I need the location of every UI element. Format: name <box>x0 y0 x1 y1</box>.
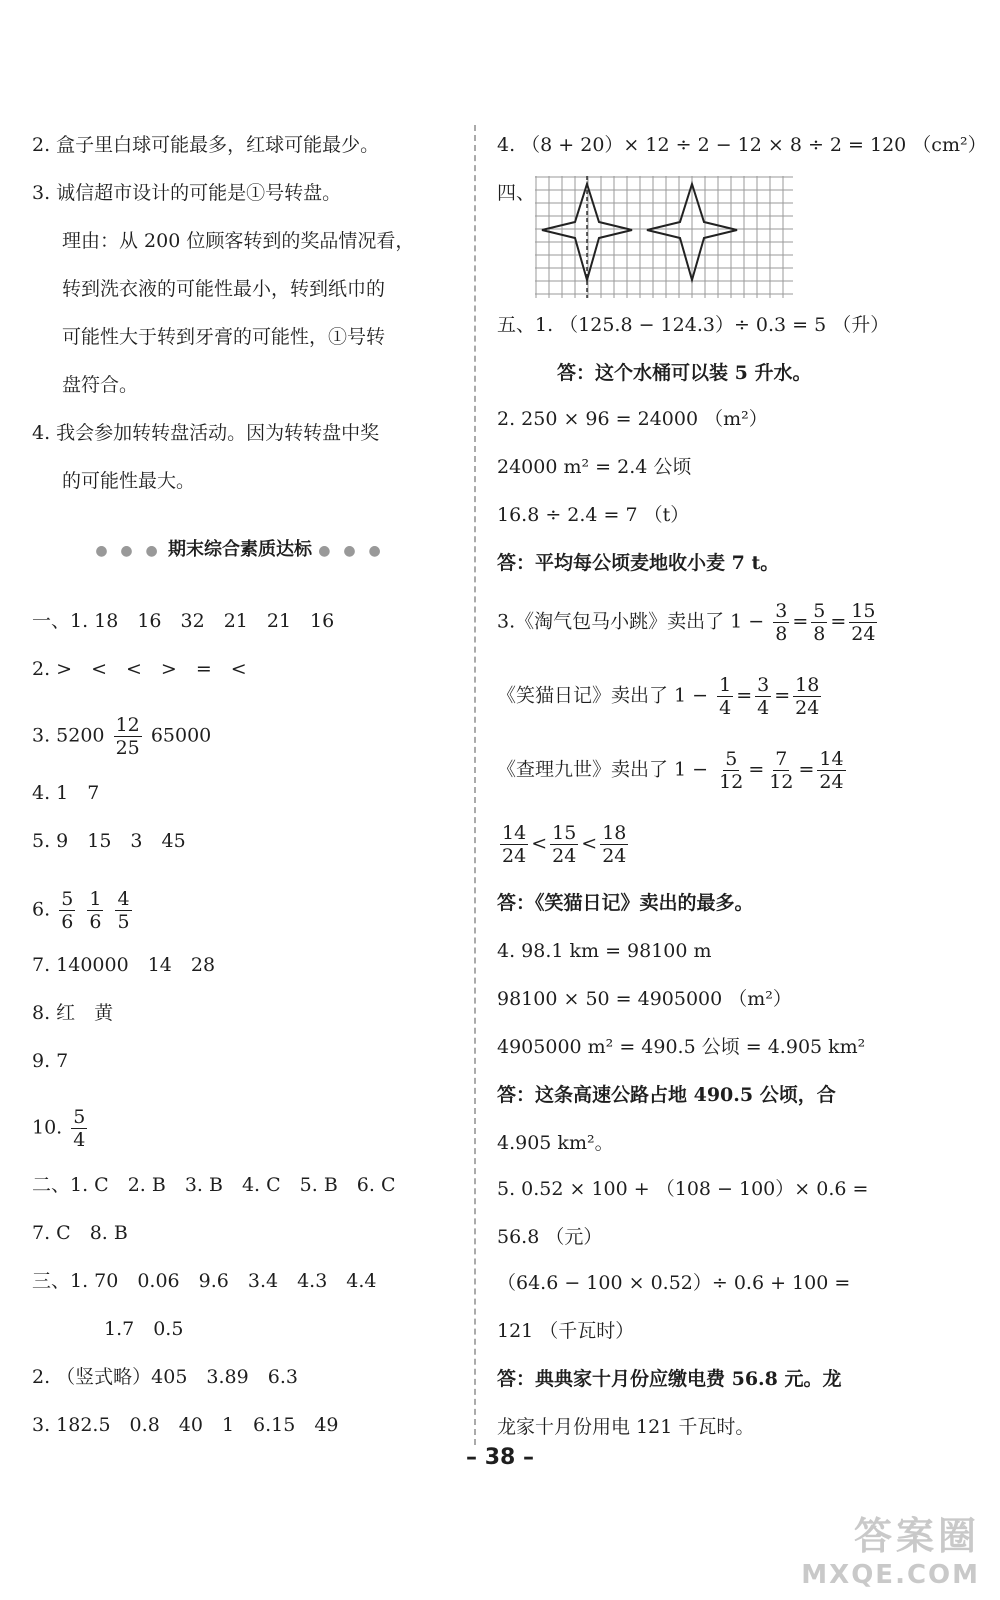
denominator: 24 <box>502 845 527 867</box>
fraction <box>87 888 103 933</box>
answer-line: 龙家十月份用电 121 千瓦时。 <box>497 1416 755 1438</box>
star-grid-svg <box>535 176 793 298</box>
fraction <box>717 748 745 793</box>
watermark-logo <box>801 1505 980 1590</box>
answer-line: 8. 红 黄 <box>32 1002 114 1024</box>
fraction <box>773 600 789 645</box>
section-heading-text: 期末综合素质达标 <box>168 539 312 560</box>
fraction <box>817 748 845 793</box>
denominator: 4 <box>757 697 770 719</box>
numerator: 1 <box>719 674 732 696</box>
left-line: 可能性大于转到牙膏的可能性，①号转 <box>62 326 386 348</box>
denominator: 12 <box>719 771 744 793</box>
fraction <box>849 600 877 645</box>
numerator: 5 <box>73 1106 86 1128</box>
section-heading <box>90 535 390 561</box>
answer-line: 56.8 （元） <box>497 1226 603 1248</box>
answer-line: $\frac{14}{24}$ < $\frac{15}{24}$ < $\frac{18}{24}$ <box>502 822 627 867</box>
answer-line: 16.8 ÷ 2.4 = 7 （t） <box>497 504 690 526</box>
answer-line: 7. C 8. B <box>32 1222 128 1244</box>
page-number: – 38 – <box>466 1445 534 1470</box>
denominator: 24 <box>795 697 820 719</box>
answer-line: 2. > < < > = < <box>32 658 247 680</box>
answer-line: 三、1. 70 0.06 9.6 3.4 4.3 4.4 <box>32 1270 377 1292</box>
answer-line <box>32 888 135 933</box>
fraction <box>115 888 131 933</box>
numerator: 3 <box>775 600 788 622</box>
answer-line <box>32 714 211 759</box>
answer-line: 5. 0.52 × 100 + （108 − 100）× 0.6 = <box>497 1178 869 1200</box>
answer-line: 3. 182.5 0.8 40 1 6.15 49 <box>32 1414 339 1436</box>
fraction <box>500 822 528 867</box>
fraction <box>793 674 821 719</box>
fraction <box>717 674 733 719</box>
denominator: 24 <box>819 771 844 793</box>
numerator: 5 <box>725 748 738 770</box>
left-line: 的可能性最大。 <box>62 470 196 492</box>
heading-dots-right: ● ● ● <box>318 543 385 559</box>
answer-line: 二、1. C 2. B 3. B 4. C 5. B 6. C <box>32 1174 396 1196</box>
answer-line: 24000 m² = 2.4 公顷 <box>497 456 692 478</box>
answer-line: 4.905 km²。 <box>497 1132 614 1154</box>
left-line: 盘符合。 <box>62 374 139 396</box>
numerator: 18 <box>795 674 820 696</box>
answer-text: 6. <box>32 898 51 921</box>
numerator: 3 <box>757 674 770 696</box>
answer-text: 《笑猫日记》卖出了 1 − <box>497 684 709 707</box>
left-line: 2. 盒子里白球可能最多，红球可能最少。 <box>32 134 380 156</box>
denominator: 12 <box>769 771 794 793</box>
numerator: 18 <box>602 822 627 844</box>
answer-line: （64.6 − 100 × 0.52）÷ 0.6 + 100 = <box>497 1272 851 1294</box>
answer-line: 5. 9 15 3 45 <box>32 830 186 852</box>
numerator: 14 <box>819 748 844 770</box>
answer-line: 《笑猫日记》卖出了 1 − $\frac{1}{4}$ = $\frac{3}{4}$ = $\frac{18}{24}$ <box>497 674 820 719</box>
answer-text: 65000 <box>150 724 212 747</box>
answer-statement: 答：这条高速公路占地 490.5 公顷，合 <box>497 1084 836 1106</box>
answer-statement: 答：《笑猫日记》卖出的最多。 <box>497 892 754 914</box>
column-divider <box>474 125 476 1445</box>
answer-line: 4. 1 7 <box>32 782 100 804</box>
numerator: 7 <box>775 748 788 770</box>
answer-statement: 答：典典家十月份应缴电费 56.8 元。龙 <box>497 1368 842 1390</box>
answer-line: 一、1. 18 16 32 21 21 16 <box>32 610 335 632</box>
numerator: 4 <box>117 888 130 910</box>
answer-line: 3.《淘气包马小跳》卖出了 1 − $\frac{3}{8}$ = $\frac{5}{8}$ = $\frac{15}{24}$ <box>497 600 876 645</box>
watermark-text: 答案圈 <box>853 1514 980 1558</box>
denominator: 6 <box>61 911 74 933</box>
answer-line: 98100 × 50 = 4905000 （m²） <box>497 988 792 1010</box>
answer-line: 9. 7 <box>32 1050 69 1072</box>
numerator: 5 <box>61 888 74 910</box>
answer-text: 《查理九世》卖出了 1 − <box>497 758 709 781</box>
answer-line: 4905000 m² = 490.5 公顷 = 4.905 km² <box>497 1036 866 1058</box>
denominator: 6 <box>89 911 102 933</box>
answer-statement: 答：这个水桶可以装 5 升水。 <box>557 362 812 384</box>
left-line: 4. 我会参加转转盘活动。因为转转盘中奖 <box>32 422 380 444</box>
fraction <box>114 714 142 759</box>
answer-line: 《查理九世》卖出了 1 − $\frac{5}{12}$ = $\frac{7}{12}$ = $\frac{14}{24}$ <box>497 748 844 793</box>
denominator: 8 <box>775 623 788 645</box>
fraction <box>767 748 795 793</box>
numerator: 15 <box>552 822 577 844</box>
heading-dots-left: ● ● ● <box>95 543 162 559</box>
fraction <box>59 888 75 933</box>
grid-figure <box>535 176 793 302</box>
answer-text: 3. 5200 <box>32 724 105 747</box>
numerator: 14 <box>502 822 527 844</box>
fraction <box>755 674 771 719</box>
answer-line: 4. 98.1 km = 98100 m <box>497 940 712 962</box>
answer-line: 2. （竖式略）405 3.89 6.3 <box>32 1366 298 1388</box>
watermark-url: MXQE.COM <box>801 1560 980 1590</box>
numerator: 12 <box>115 714 140 736</box>
answer-line: 五、1. （125.8 − 124.3）÷ 0.3 = 5 （升） <box>497 314 890 336</box>
answer-line: 121 （千瓦时） <box>497 1320 635 1342</box>
answer-line: 2. 250 × 96 = 24000 （m²） <box>497 408 768 430</box>
left-line: 转到洗衣液的可能性最小，转到纸巾的 <box>62 278 386 300</box>
denominator: 24 <box>851 623 876 645</box>
answer-text: 10. <box>32 1116 63 1139</box>
answer-text: 3.《淘气包马小跳》卖出了 1 − <box>497 610 765 633</box>
answer-line: 4. （8 + 20）× 12 ÷ 2 − 12 × 8 ÷ 2 = 120 （cm²） <box>497 134 987 156</box>
answer-line: 1.7 0.5 <box>104 1318 184 1340</box>
numerator: 1 <box>89 888 102 910</box>
numerator: 15 <box>851 600 876 622</box>
numerator: 5 <box>813 600 826 622</box>
denominator: 24 <box>552 845 577 867</box>
denominator: 8 <box>813 623 826 645</box>
answer-statement: 答：平均每公顷麦地收小麦 7 t。 <box>497 552 780 574</box>
left-line: 3. 诚信超市设计的可能是①号转盘。 <box>32 182 342 204</box>
denominator: 25 <box>115 737 140 759</box>
fraction <box>71 1106 87 1151</box>
denominator: 4 <box>73 1129 86 1151</box>
denominator: 24 <box>602 845 627 867</box>
answer-line: 四、 <box>497 182 536 204</box>
fraction <box>811 600 827 645</box>
denominator: 4 <box>719 697 732 719</box>
fraction <box>550 822 578 867</box>
answer-line <box>32 1106 90 1151</box>
fraction <box>600 822 628 867</box>
answer-line: 7. 140000 14 28 <box>32 954 216 976</box>
left-line: 理由：从 200 位顾客转到的奖品情况看， <box>62 230 415 252</box>
denominator: 5 <box>117 911 130 933</box>
